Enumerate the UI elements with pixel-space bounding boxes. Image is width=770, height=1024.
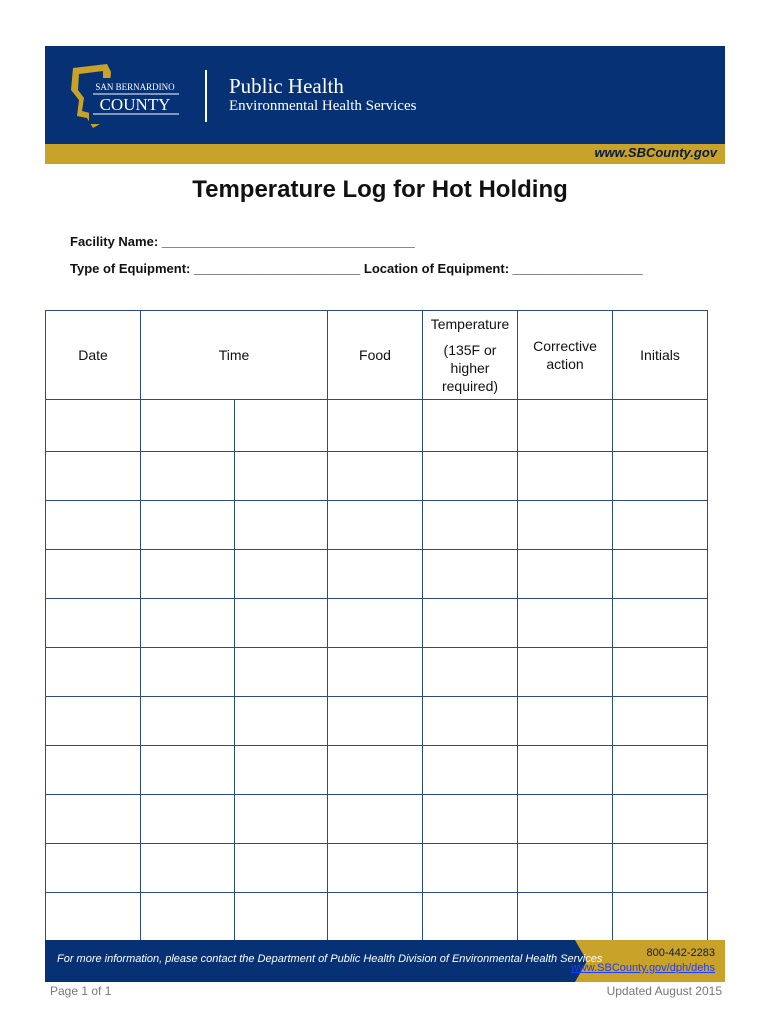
cell-food[interactable] (328, 893, 423, 942)
cell-time-end[interactable] (234, 697, 328, 746)
cell-corrective[interactable] (518, 501, 613, 550)
cell-time-end[interactable] (234, 599, 328, 648)
cell-corrective[interactable] (518, 795, 613, 844)
cell-time-end[interactable] (234, 648, 328, 697)
cell-time-end[interactable] (234, 795, 328, 844)
cell-initials[interactable] (613, 400, 708, 452)
cell-initials[interactable] (613, 550, 708, 599)
cell-date[interactable] (46, 844, 141, 893)
cell-date[interactable] (46, 795, 141, 844)
equipment-field[interactable]: Type of Equipment: _______________________ Location of Equipment: __________________ (70, 261, 643, 276)
cell-food[interactable] (328, 697, 423, 746)
cell-corrective[interactable] (518, 648, 613, 697)
header-corrective (518, 311, 613, 400)
cell-date[interactable] (46, 893, 141, 942)
cell-date[interactable] (46, 400, 141, 452)
cell-corrective[interactable] (518, 400, 613, 452)
table-body (46, 400, 708, 942)
cell-time-start[interactable] (141, 746, 235, 795)
cell-temperature[interactable] (423, 746, 518, 795)
header-temperature (423, 311, 518, 400)
cell-initials[interactable] (613, 697, 708, 746)
header-time: Time (141, 311, 328, 400)
cell-date[interactable] (46, 550, 141, 599)
header-initials: Initials (613, 311, 708, 400)
cell-temperature[interactable] (423, 550, 518, 599)
cell-food[interactable] (328, 648, 423, 697)
table-row (46, 400, 708, 452)
cell-temperature[interactable] (423, 844, 518, 893)
cell-corrective[interactable] (518, 550, 613, 599)
cell-date[interactable] (46, 501, 141, 550)
table-row (46, 746, 708, 795)
cell-initials[interactable] (613, 795, 708, 844)
page-number: Page 1 of 1 (50, 984, 112, 998)
cell-corrective[interactable] (518, 452, 613, 501)
cell-initials[interactable] (613, 893, 708, 942)
cell-date[interactable] (46, 746, 141, 795)
table-row (46, 599, 708, 648)
temp-label-3: higher (450, 360, 490, 376)
cell-temperature[interactable] (423, 599, 518, 648)
cell-temperature[interactable] (423, 893, 518, 942)
cell-initials[interactable] (613, 452, 708, 501)
corrective-label-2: action (546, 356, 584, 372)
cell-initials[interactable] (613, 844, 708, 893)
cell-temperature[interactable] (423, 697, 518, 746)
cell-time-start[interactable] (141, 893, 235, 942)
cell-date[interactable] (46, 452, 141, 501)
cell-time-end[interactable] (234, 844, 328, 893)
header-divider (205, 70, 207, 122)
logo-line1: SAN BERNARDINO (95, 82, 175, 92)
header-food: Food (328, 311, 423, 400)
cell-time-start[interactable] (141, 501, 235, 550)
cell-food[interactable] (328, 400, 423, 452)
temperature-log-table (45, 310, 708, 942)
header-subtitle: Environmental Health Services (229, 98, 417, 114)
form-title: Temperature Log for Hot Holding (192, 176, 568, 203)
temp-label-1: Temperature (430, 316, 510, 332)
cell-food[interactable] (328, 452, 423, 501)
cell-food[interactable] (328, 599, 423, 648)
cell-time-start[interactable] (141, 697, 235, 746)
cell-time-start[interactable] (141, 452, 235, 501)
website-link[interactable]: www.SBCounty.gov (594, 145, 717, 160)
cell-initials[interactable] (613, 501, 708, 550)
cell-time-start[interactable] (141, 648, 235, 697)
table-row (46, 697, 708, 746)
cell-food[interactable] (328, 844, 423, 893)
logo-line2: COUNTY (99, 95, 171, 114)
cell-food[interactable] (328, 550, 423, 599)
table-row (46, 501, 708, 550)
cell-corrective[interactable] (518, 599, 613, 648)
cell-time-start[interactable] (141, 795, 235, 844)
cell-initials[interactable] (613, 599, 708, 648)
cell-time-end[interactable] (234, 893, 328, 942)
table-row (46, 893, 708, 942)
footer-banner (45, 940, 725, 982)
cell-food[interactable] (328, 501, 423, 550)
updated-date: Updated August 2015 (606, 984, 722, 998)
table-header-row (46, 311, 708, 400)
cell-date[interactable] (46, 648, 141, 697)
cell-temperature[interactable] (423, 795, 518, 844)
cell-initials[interactable] (613, 648, 708, 697)
footer-contact-text: For more information, please contact the Department of Public Health Division of Environmental Health Services (57, 953, 603, 965)
cell-corrective[interactable] (518, 697, 613, 746)
footer-link[interactable]: www.SBCounty.gov/dph/dehs (570, 962, 715, 974)
table-row (46, 844, 708, 893)
cell-corrective[interactable] (518, 844, 613, 893)
footer-phone: 800-442-2283 (646, 947, 715, 959)
cell-time-start[interactable] (141, 550, 235, 599)
cell-time-end[interactable] (234, 550, 328, 599)
cell-date[interactable] (46, 599, 141, 648)
cell-temperature[interactable] (423, 648, 518, 697)
cell-date[interactable] (46, 697, 141, 746)
cell-food[interactable] (328, 795, 423, 844)
temp-label-4: required) (441, 378, 499, 394)
temp-label-2: (135F or (443, 342, 497, 358)
table-row (46, 452, 708, 501)
cell-initials[interactable] (613, 746, 708, 795)
cell-time-start[interactable] (141, 599, 235, 648)
table-row (46, 550, 708, 599)
cell-corrective[interactable] (518, 746, 613, 795)
cell-temperature[interactable] (423, 452, 518, 501)
cell-time-end[interactable] (234, 452, 328, 501)
table-row (46, 795, 708, 844)
cell-time-end[interactable] (234, 400, 328, 452)
cell-time-end[interactable] (234, 501, 328, 550)
cell-corrective[interactable] (518, 893, 613, 942)
cell-temperature[interactable] (423, 400, 518, 452)
cell-temperature[interactable] (423, 501, 518, 550)
gold-bar (45, 144, 725, 164)
facility-name-field[interactable]: Facility Name: ___________________________________ (70, 234, 415, 249)
header-title: Public Health (229, 74, 344, 98)
cell-food[interactable] (328, 746, 423, 795)
header-date: Date (46, 311, 141, 400)
corrective-label-1: Corrective (533, 338, 597, 354)
table-row (46, 648, 708, 697)
cell-time-start[interactable] (141, 844, 235, 893)
cell-time-end[interactable] (234, 746, 328, 795)
cell-time-start[interactable] (141, 400, 235, 452)
county-logo (67, 60, 187, 132)
